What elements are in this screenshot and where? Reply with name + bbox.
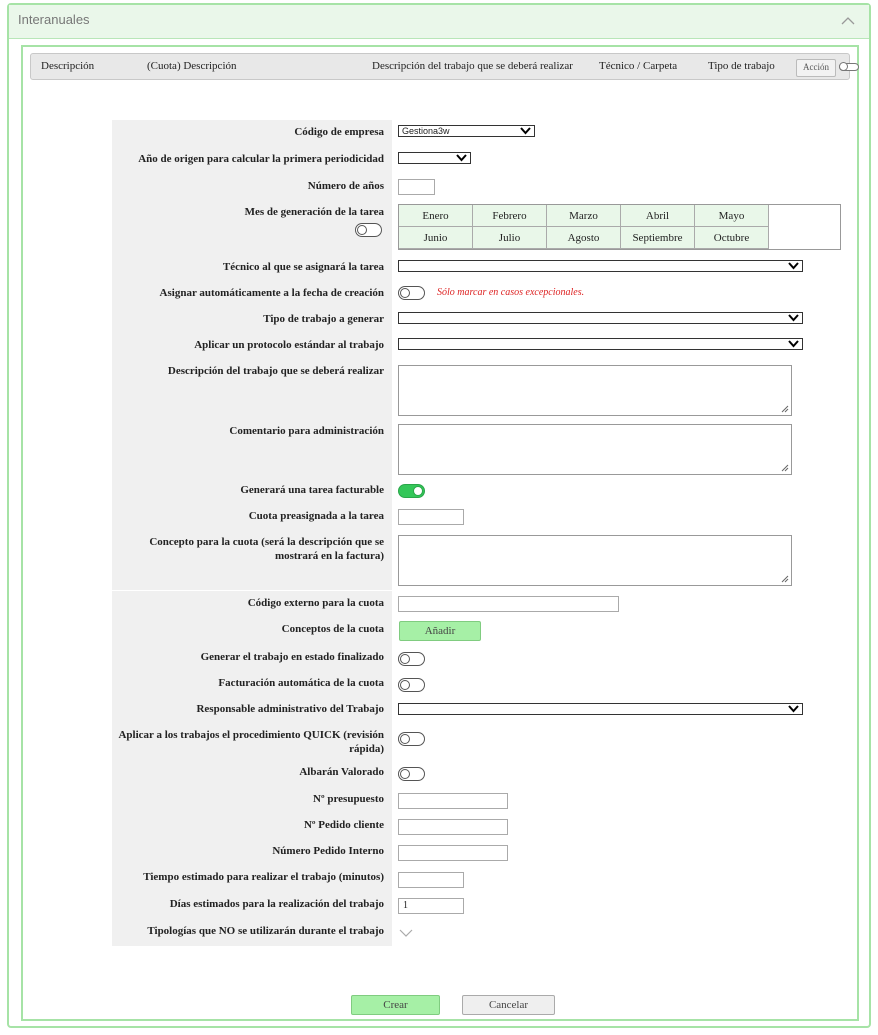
label-concepto-cuota: Concepto para la cuota (será la descripción que se mostrará en la factura) xyxy=(112,530,392,590)
asignar-auto-note: Sólo marcar en casos excepcionales. xyxy=(437,287,585,298)
column-header-bar xyxy=(30,53,850,80)
label-estado-finalizado: Generar el trabajo en estado finalizado xyxy=(112,645,392,671)
responsable-select[interactable] xyxy=(398,703,803,715)
label-tipo-trabajo: Tipo de trabajo a generar xyxy=(112,307,392,333)
comentario-admin-textarea[interactable] xyxy=(398,424,792,475)
chevron-down-icon xyxy=(788,262,799,270)
label-codigo-empresa: Código de empresa xyxy=(112,120,392,147)
month-junio[interactable]: Junio xyxy=(399,227,473,249)
codigo-externo-input[interactable] xyxy=(398,596,619,612)
month-abril[interactable]: Abril xyxy=(621,205,695,227)
label-conceptos-cuota: Conceptos de la cuota xyxy=(112,617,392,645)
pedido-cliente-input[interactable] xyxy=(398,819,508,835)
label-responsable: Responsable administrativo del Trabajo xyxy=(112,697,392,723)
facturacion-auto-toggle[interactable] xyxy=(398,678,425,692)
accion-button[interactable]: Acción xyxy=(796,59,836,77)
month-septiembre[interactable]: Septiembre xyxy=(621,227,695,249)
chevron-down-icon xyxy=(788,705,799,713)
month-febrero[interactable]: Febrero xyxy=(473,205,547,227)
months-grid xyxy=(398,204,841,250)
resize-grip-icon[interactable] xyxy=(781,405,789,413)
month-enero[interactable]: Enero xyxy=(399,205,473,227)
estado-finalizado-toggle[interactable] xyxy=(398,652,425,666)
label-quick: Aplicar a los trabajos el procedimiento QUICK (revisión rápida) xyxy=(112,723,392,760)
cancelar-button[interactable]: Cancelar xyxy=(462,995,555,1015)
month-octubre[interactable]: Octubre xyxy=(695,227,769,249)
codigo-empresa-value: Gestiona3w xyxy=(402,126,450,136)
interanuales-panel xyxy=(7,3,871,1028)
presupuesto-input[interactable] xyxy=(398,793,508,809)
col-descripcion-trabajo[interactable]: Descripción del trabajo que se deberá realizar xyxy=(372,60,573,72)
panel-title: Interanuales xyxy=(18,12,90,27)
anadir-button[interactable]: Añadir xyxy=(399,621,481,641)
label-comentario-admin: Comentario para administración xyxy=(112,419,392,478)
label-albaran: Albarán Valorado xyxy=(112,760,392,787)
chevron-down-icon xyxy=(520,127,531,135)
facturable-toggle[interactable] xyxy=(398,484,425,498)
label-pedido-interno: Número Pedido Interno xyxy=(112,839,392,865)
descripcion-trabajo-textarea[interactable] xyxy=(398,365,792,416)
form-container xyxy=(21,45,859,1021)
codigo-empresa-select[interactable] xyxy=(398,125,535,137)
label-facturacion-auto: Facturación automática de la cuota xyxy=(112,671,392,697)
panel-header[interactable] xyxy=(9,5,869,39)
tipo-trabajo-select[interactable] xyxy=(398,312,803,324)
mes-generacion-toggle[interactable] xyxy=(355,223,382,237)
label-tecnico: Técnico al que se asignará la tarea xyxy=(112,255,392,281)
asignar-auto-toggle[interactable] xyxy=(398,286,425,300)
label-presupuesto: Nº presupuesto xyxy=(112,787,392,813)
label-tiempo-estimado: Tiempo estimado para realizar el trabajo (minutos) xyxy=(112,865,392,892)
label-tipologias: Tipologías que NO se utilizarán durante el trabajo xyxy=(112,919,392,946)
label-facturable: Generará una tarea facturable xyxy=(112,478,392,504)
numero-anos-input[interactable] xyxy=(398,179,435,195)
pedido-interno-input[interactable] xyxy=(398,845,508,861)
month-mayo[interactable]: Mayo xyxy=(695,205,769,227)
col-cuota-descripcion[interactable]: (Cuota) Descripción xyxy=(147,60,237,72)
label-pedido-cliente: Nº Pedido cliente xyxy=(112,813,392,839)
chevron-down-icon xyxy=(788,340,799,348)
label-asignar-auto: Asignar automáticamente a la fecha de creación xyxy=(112,281,392,307)
chevron-up-icon[interactable] xyxy=(841,14,855,28)
chevron-down-icon xyxy=(788,314,799,322)
cuota-preasignada-input[interactable] xyxy=(398,509,464,525)
quick-toggle[interactable] xyxy=(398,732,425,746)
col-descripcion[interactable]: Descripción xyxy=(41,60,95,72)
label-protocolo: Aplicar un protocolo estándar al trabajo xyxy=(112,333,392,359)
protocolo-select[interactable] xyxy=(398,338,803,350)
label-codigo-externo: Código externo para la cuota xyxy=(112,591,392,617)
columns-toggle[interactable] xyxy=(839,63,859,71)
resize-grip-icon[interactable] xyxy=(781,464,789,472)
label-mes-generacion: Mes de generación de la tarea xyxy=(112,200,392,255)
label-cuota-preasignada: Cuota preasignada a la tarea xyxy=(112,504,392,530)
resize-grip-icon[interactable] xyxy=(781,575,789,583)
tecnico-select[interactable] xyxy=(398,260,803,272)
label-ano-origen: Año de origen para calcular la primera periodicidad xyxy=(112,147,392,174)
month-marzo[interactable]: Marzo xyxy=(547,205,621,227)
chevron-down-icon[interactable] xyxy=(399,928,413,938)
tiempo-estimado-input[interactable] xyxy=(398,872,464,888)
albaran-toggle[interactable] xyxy=(398,767,425,781)
month-julio[interactable]: Julio xyxy=(473,227,547,249)
chevron-down-icon xyxy=(456,154,467,162)
concepto-cuota-textarea[interactable] xyxy=(398,535,792,586)
label-numero-anos: Número de años xyxy=(112,174,392,200)
crear-button[interactable]: Crear xyxy=(351,995,440,1015)
label-descripcion-trabajo: Descripción del trabajo que se deberá realizar xyxy=(112,359,392,419)
month-agosto[interactable]: Agosto xyxy=(547,227,621,249)
ano-origen-select[interactable] xyxy=(398,152,471,164)
label-dias-estimados: Días estimados para la realización del trabajo xyxy=(112,892,392,919)
dias-estimados-input[interactable]: 1 xyxy=(398,898,464,914)
col-tipo-trabajo[interactable]: Tipo de trabajo xyxy=(708,60,775,72)
col-tecnico-carpeta[interactable]: Técnico / Carpeta xyxy=(599,60,678,72)
